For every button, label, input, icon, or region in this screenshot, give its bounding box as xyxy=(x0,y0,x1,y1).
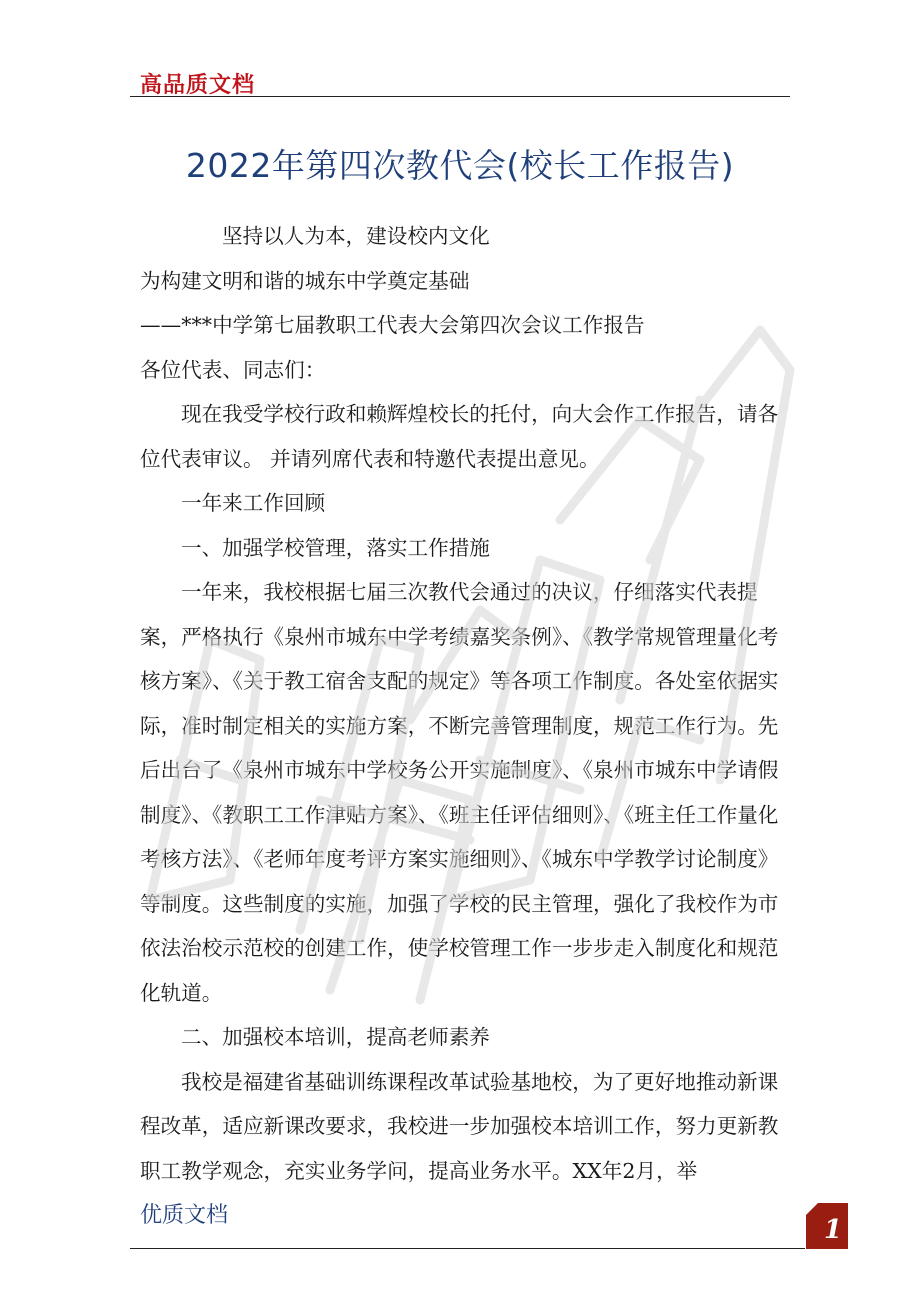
page-number: 1 xyxy=(823,1215,842,1245)
header-divider xyxy=(130,96,790,97)
subtitle-line-2: 为构建文明和谐的城东中学奠定基础 xyxy=(140,268,470,293)
footer-divider xyxy=(130,1248,805,1249)
footer-label: 优质文档 xyxy=(140,1203,229,1228)
document-title: 2022年第四次教代会(校长工作报告) xyxy=(185,146,735,185)
page-number-badge xyxy=(806,1203,848,1249)
section-heading: 一年来工作回顾 xyxy=(181,491,326,515)
paragraph: 我校是福建省基础训练课程改革试验基地校，为了更好地推动新课程改革，适应新课改要求，我校进一步加强校本培训工作，努力更新教职工教学观念，充实业务学问，提高业务水平。XX年2月，举 xyxy=(140,1069,779,1183)
subtitle-line-1: 坚持以人为本，建设校内文化 xyxy=(222,224,490,248)
header-label: 高品质文档 xyxy=(140,73,256,98)
salutation: 各位代表、同志们： xyxy=(140,357,326,382)
subtitle-line-3: ——***中学第七届教职工代表大会第四次会议工作报告 xyxy=(140,313,645,337)
page-corner-fold xyxy=(806,1203,818,1215)
section-heading: 二、加强校本培训，提高老师素养 xyxy=(181,1025,490,1049)
section-heading: 一、加强学校管理，落实工作措施 xyxy=(181,535,490,560)
paragraph: 一年来，我校根据七届三次教代会通过的决议，仔细落实代表提案，严格执行《泉州市城东中学考绩嘉奖条例》、《教学常规管理量化考核方案》、《关于教工宿舍支配的规定》等各项工作制度。各处室依据实际，准时制定相关的实施方案，不断完善管理制度，规范工作行为。先后出台了《泉州市城东中学校务公开实施制度》、《泉州市城东中学请假制度》、《教职工工作津贴方案》、《班主任评估细则》、《班主任工作量化考核方法》、《老师年度考评方案实施细则》、《城东中学教学讨论制度》等制度。这些制度的实施，加强了学校的民主管理，强化了我校作为市依法治校示范校的创建工作，使学校管理工作一步步走入制度化和规范化轨道。 xyxy=(140,580,779,1005)
paragraph: 现在我受学校行政和赖辉煌校长的托付，向大会作工作报告，请各位代表审议。 并请列席代表和特邀代表提出意见。 xyxy=(140,402,779,471)
document-body xyxy=(140,214,790,1193)
